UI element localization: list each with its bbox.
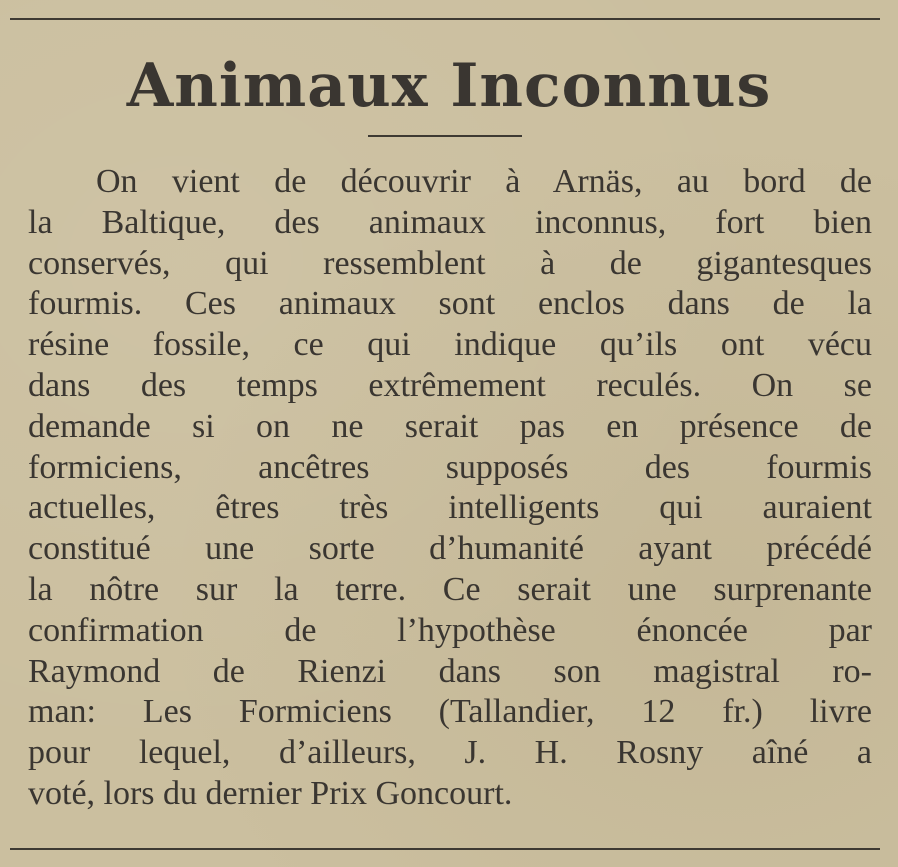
article-line: Raymond de Rienzi dans son magistral ro- (28, 652, 872, 690)
article-line: man: Les Formiciens (Tallandier, 12 fr.) livre (28, 693, 872, 731)
article-line: formiciens, ancêtres supposés des fourmis (28, 448, 872, 486)
title-underline (368, 135, 522, 137)
article-line: la nôtre sur la terre. Ce serait une surprenante (28, 570, 872, 608)
article-line: résine fossile, ce qui indique qu’ils ont vécu (28, 326, 872, 364)
article-line: pour lequel, d’ailleurs, J. H. Rosny aîné a (28, 734, 872, 772)
article-line: dans des temps extrêmement reculés. On se (28, 366, 872, 404)
article-line: constitué une sorte d’humanité ayant précédé (28, 530, 872, 568)
article-line: conservés, qui ressemblent à de gigantesques (28, 244, 872, 282)
bottom-rule (10, 848, 880, 850)
article-body (28, 162, 872, 815)
article-title: Animaux Inconnus (126, 51, 772, 121)
article-line: demande si on ne serait pas en présence de (28, 407, 872, 445)
article-line: voté, lors du dernier Prix Goncourt. (28, 774, 513, 812)
article-line: fourmis. Ces animaux sont enclos dans de la (28, 285, 872, 323)
top-rule (10, 18, 880, 20)
article-line: On vient de découvrir à Arnäs, au bord de (96, 163, 872, 200)
article-line: actuelles, êtres très intelligents qui auraient (28, 489, 872, 527)
article-line: la Baltique, des animaux inconnus, fort bien (28, 203, 872, 241)
article-line: confirmation de l’hypothèse énoncée par (28, 611, 872, 649)
